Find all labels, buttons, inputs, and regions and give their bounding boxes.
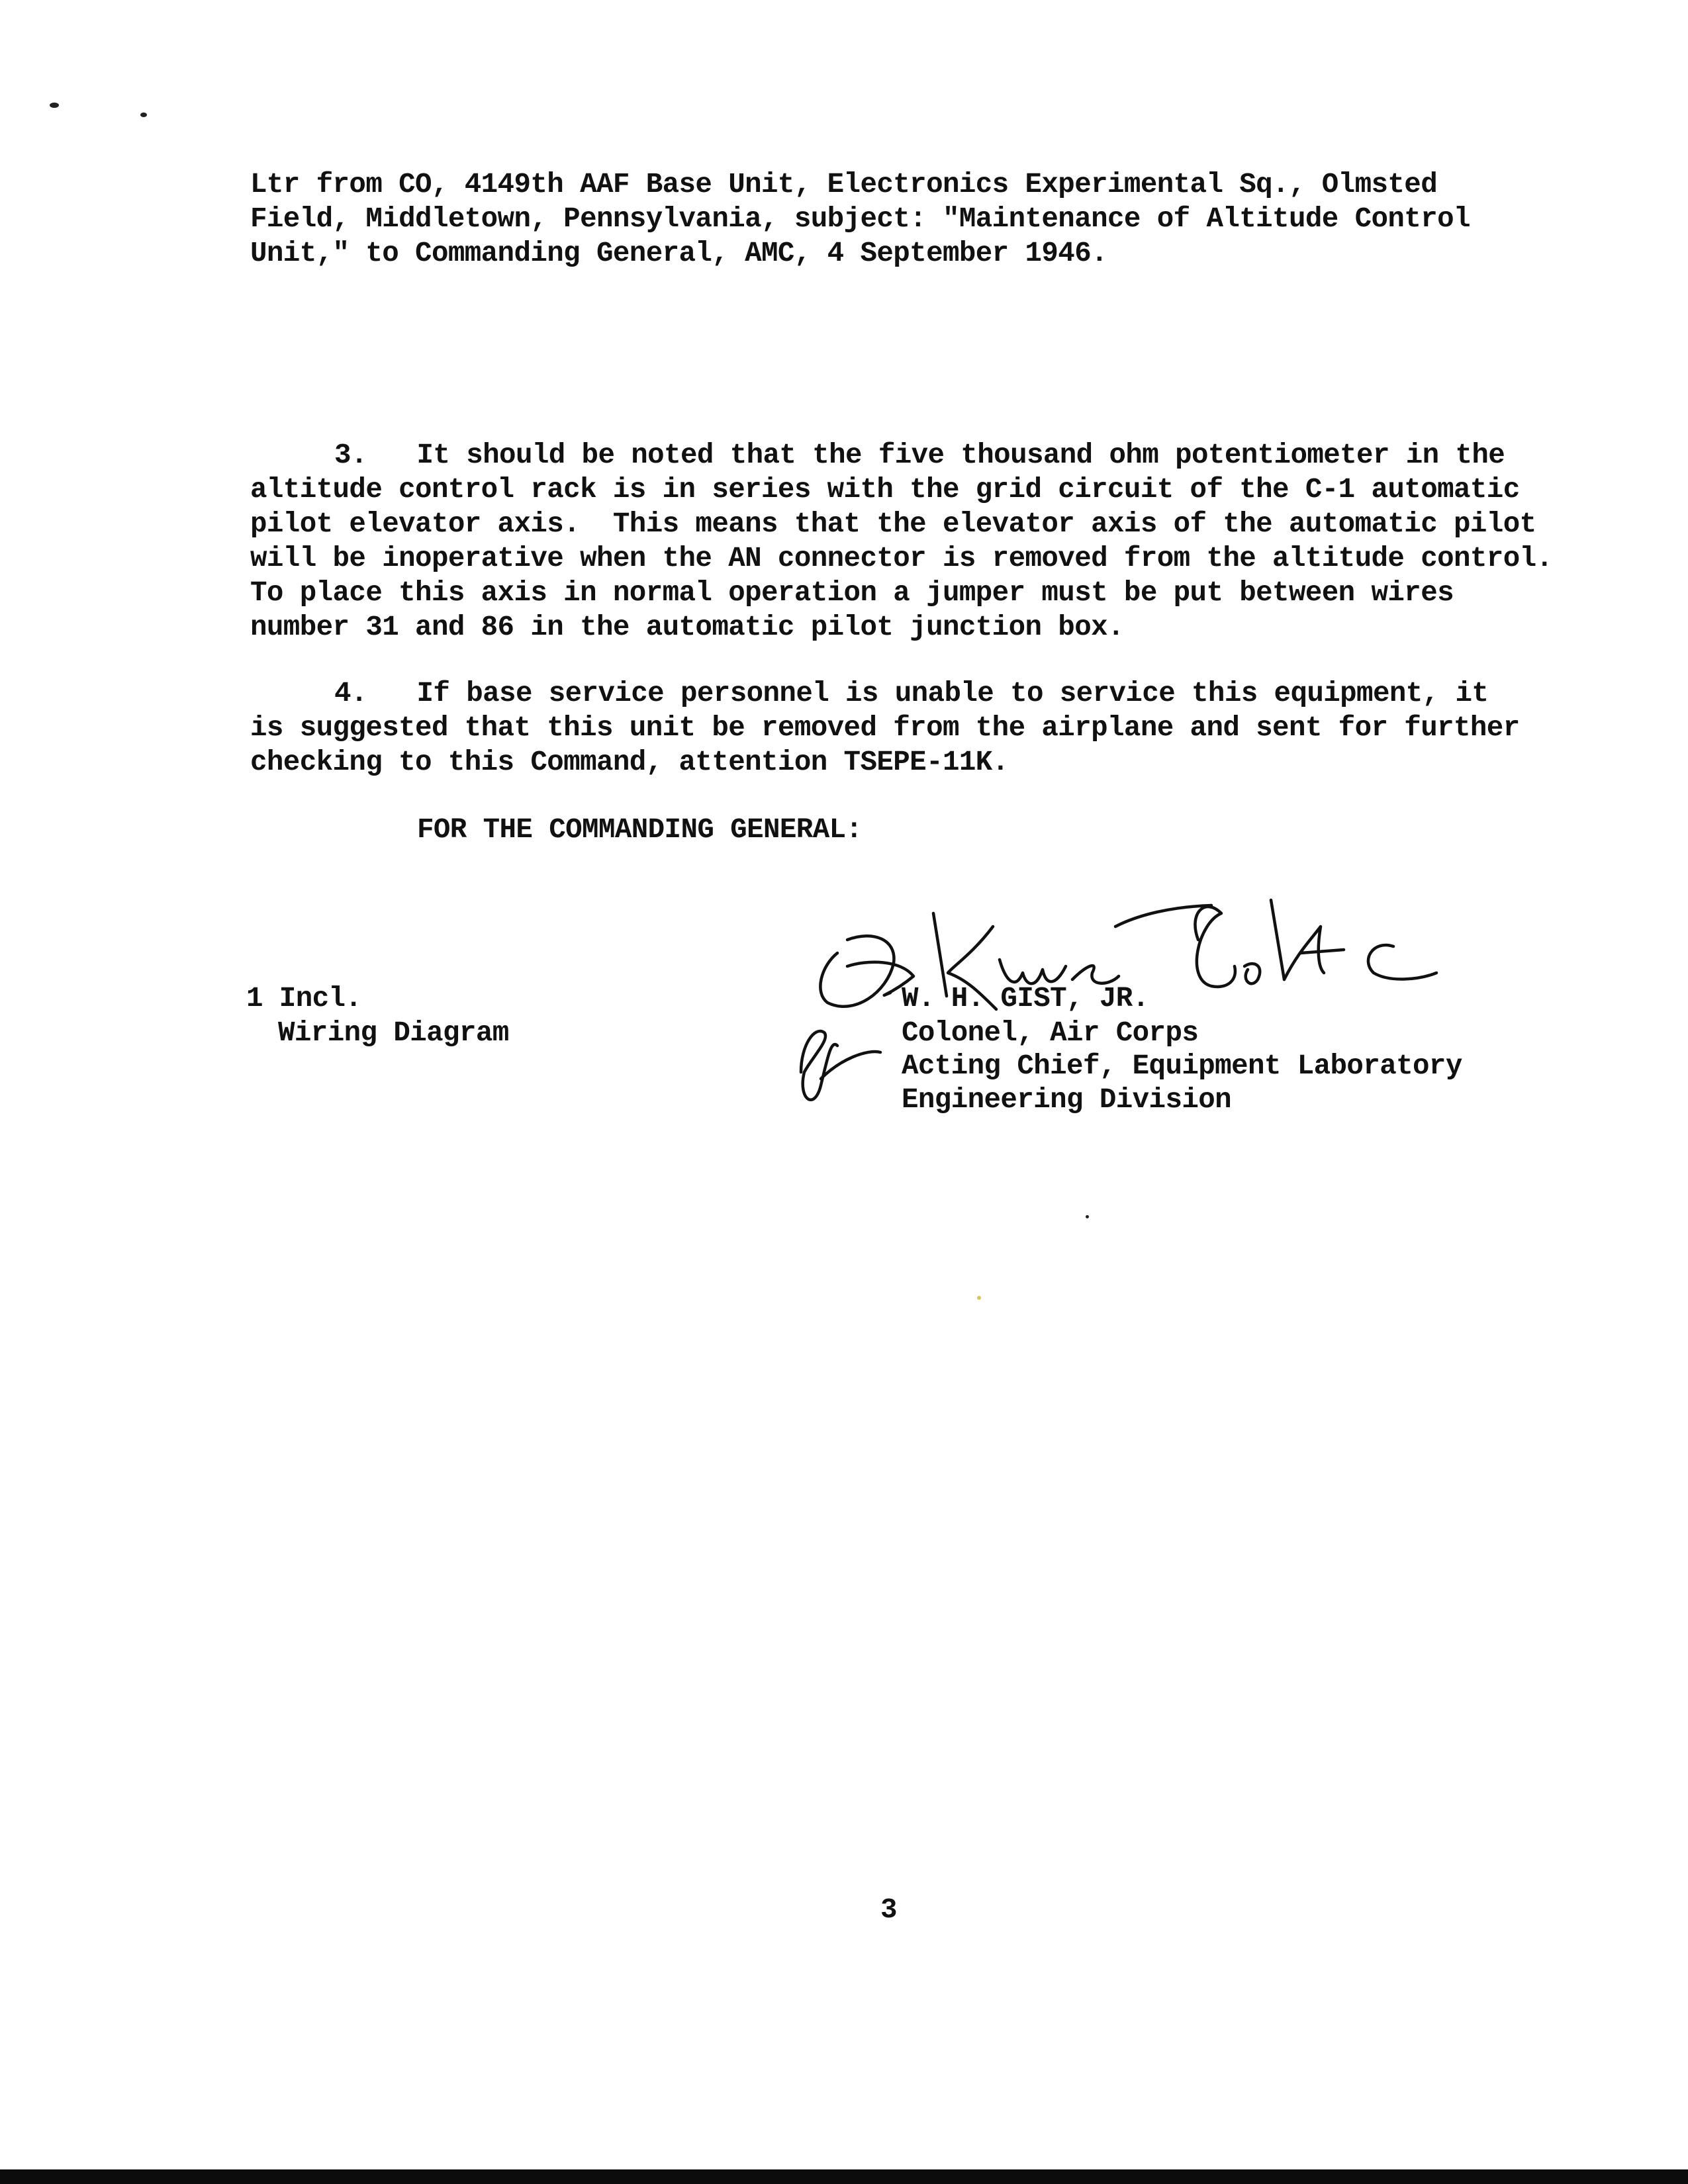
scan-speck [1086, 1215, 1089, 1218]
paragraph-3-line-2: altitude control rack is in series with the grid circuit of the C-1 automatic [250, 474, 1520, 506]
scan-speck [977, 1296, 981, 1300]
reference-line-3: Unit," to Commanding General, AMC, 4 September 1946. [250, 238, 1108, 269]
scan-speck [50, 103, 59, 108]
reference-line-1: Ltr from CO, 4149th AAF Base Unit, Electronics Experimental Sq., Olmsted [250, 169, 1438, 201]
paragraph-3-line-6: number 31 and 86 in the automatic pilot junction box. [250, 612, 1124, 643]
paragraph-3-line-1: 3. It should be noted that the five thousand ohm potentiometer in the [334, 439, 1505, 471]
scan-speck [140, 113, 147, 117]
enclosure-count: 1 Incl. [246, 983, 362, 1015]
enclosure-item: Wiring Diagram [278, 1017, 509, 1049]
scan-edge [0, 2169, 1688, 2184]
signatory-name: W. H. GIST, JR. [902, 983, 1149, 1015]
paragraph-4-line-1: 4. If base service personnel is unable to service this equipment, it [334, 678, 1489, 709]
paragraph-3-line-5: To place this axis in normal operation a jumper must be put between wires [250, 577, 1454, 609]
paragraph-3-line-4: will be inoperative when the AN connector is removed from the altitude control. [250, 543, 1553, 574]
paragraph-4-line-3: checking to this Command, attention TSEPE-11K. [250, 747, 1009, 778]
signatory-rank: Colonel, Air Corps [902, 1017, 1199, 1049]
paragraph-3-line-3: pilot elevator axis. This means that the elevator axis of the automatic pilot [250, 508, 1536, 540]
reference-line-2: Field, Middletown, Pennsylvania, subject: "Maintenance of Altitude Control [250, 203, 1470, 235]
paragraph-4-line-2: is suggested that this unit be removed from the airplane and sent for further [250, 712, 1520, 744]
closing-line: FOR THE COMMANDING GENERAL: [417, 814, 863, 846]
signatory-division: Engineering Division [902, 1084, 1232, 1116]
signatory-title: Acting Chief, Equipment Laboratory [902, 1050, 1462, 1082]
page-number: 3 [880, 1894, 897, 1926]
